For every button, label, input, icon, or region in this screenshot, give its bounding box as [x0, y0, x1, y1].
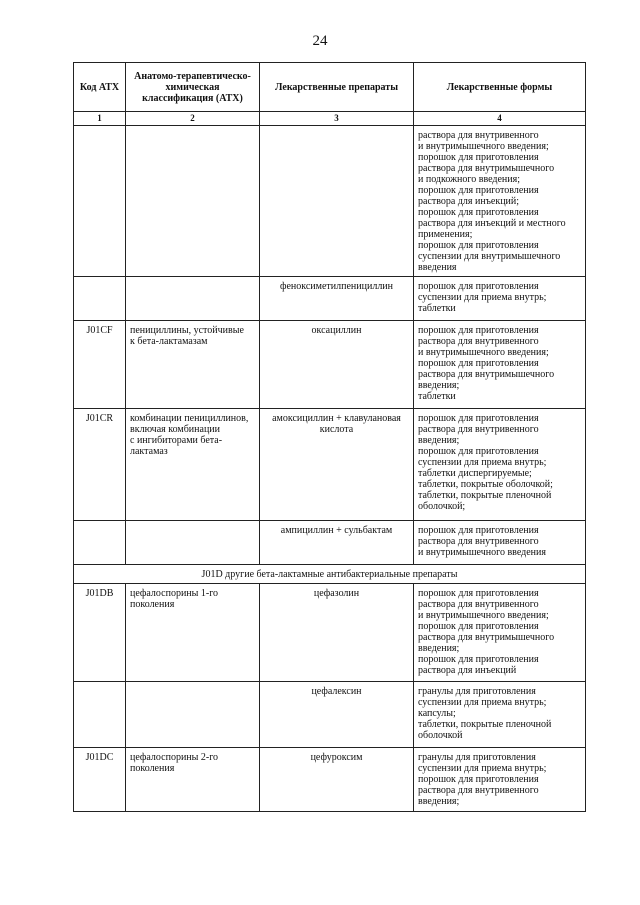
- cell-classification: комбинации пенициллинов, включая комбинации с ингибиторами бета- лактамаз: [126, 409, 260, 521]
- cell-classification: [126, 126, 260, 277]
- table-row: [74, 409, 586, 521]
- cell-drug: оксациллин: [260, 321, 414, 409]
- cell-classification: [126, 682, 260, 748]
- header-classification: Анатомо-терапевтическо-химическая классификация (АТХ): [126, 63, 260, 112]
- cell-classification: цефалоспорины 2-го поколения: [126, 748, 260, 812]
- section-row: [74, 565, 586, 584]
- cell-drug: цефалексин: [260, 682, 414, 748]
- cell-drug: [260, 126, 414, 277]
- header-code: Код АТХ: [74, 63, 126, 112]
- cell-drug: амоксициллин + клавулановая кислота: [260, 409, 414, 521]
- cell-forms: порошок для приготовления суспензии для приема внутрь; таблетки: [414, 277, 586, 321]
- column-number: 3: [260, 112, 414, 126]
- table-row: [74, 748, 586, 812]
- cell-code: [74, 126, 126, 277]
- column-number: 1: [74, 112, 126, 126]
- cell-drug: цефазолин: [260, 584, 414, 682]
- cell-forms: порошок для приготовления раствора для внутривенного введения; порошок для приготовления суспензии для приема внутрь; таблетки диспергируемые; таблетки, покрытые оболочкой; таблетки, покрытые пленочной оболочкой;: [414, 409, 586, 521]
- table-row: [74, 682, 586, 748]
- column-number: 4: [414, 112, 586, 126]
- atx-table: [73, 62, 586, 812]
- cell-forms: гранулы для приготовления суспензии для приема внутрь; порошок для приготовления раствора для внутривенного введения;: [414, 748, 586, 812]
- cell-classification: [126, 521, 260, 565]
- cell-forms: гранулы для приготовления суспензии для приема внутрь; капсулы; таблетки, покрытые пленочной оболочкой: [414, 682, 586, 748]
- cell-drug: цефуроксим: [260, 748, 414, 812]
- table-row: [74, 126, 586, 277]
- cell-code: J01CR: [74, 409, 126, 521]
- table-header-row: [74, 63, 586, 112]
- cell-classification: цефалоспорины 1-го поколения: [126, 584, 260, 682]
- cell-drug: феноксиметилпенициллин: [260, 277, 414, 321]
- cell-code: [74, 682, 126, 748]
- table-row: [74, 277, 586, 321]
- cell-code: J01CF: [74, 321, 126, 409]
- cell-forms: порошок для приготовления раствора для внутривенного и внутримышечного введения: [414, 521, 586, 565]
- cell-code: [74, 277, 126, 321]
- cell-forms: порошок для приготовления раствора для внутривенного и внутримышечного введения; порошок для приготовления раствора для внутримышечного введения; таблетки: [414, 321, 586, 409]
- table-column-numbers: [74, 112, 586, 126]
- table-row: [74, 321, 586, 409]
- cell-forms: порошок для приготовления раствора для внутривенного и внутримышечного введения; порошок для приготовления раствора для внутримышечного введения; порошок для приготовления раствора для инъекций: [414, 584, 586, 682]
- section-title: J01D другие бета-лактамные антибактериальные препараты: [74, 565, 586, 584]
- cell-code: [74, 521, 126, 565]
- cell-code: J01DB: [74, 584, 126, 682]
- column-number: 2: [126, 112, 260, 126]
- table-row: [74, 521, 586, 565]
- cell-classification: пенициллины, устойчивые к бета-лактамазам: [126, 321, 260, 409]
- cell-classification: [126, 277, 260, 321]
- header-forms: Лекарственные формы: [414, 63, 586, 112]
- table-row: [74, 584, 586, 682]
- cell-code: J01DC: [74, 748, 126, 812]
- cell-forms: раствора для внутривенного и внутримышечного введения; порошок для приготовления раствора для внутримышечного и подкожного введения; порошок для приготовления раствора для инъекций; порошок для приготовления раствора для инъекций и местного применения; порошок для приготовления суспензии для внутримышечного введения: [414, 126, 586, 277]
- page-number: 24: [312, 33, 328, 49]
- header-drugs: Лекарственные препараты: [260, 63, 414, 112]
- cell-drug: ампициллин + сульбактам: [260, 521, 414, 565]
